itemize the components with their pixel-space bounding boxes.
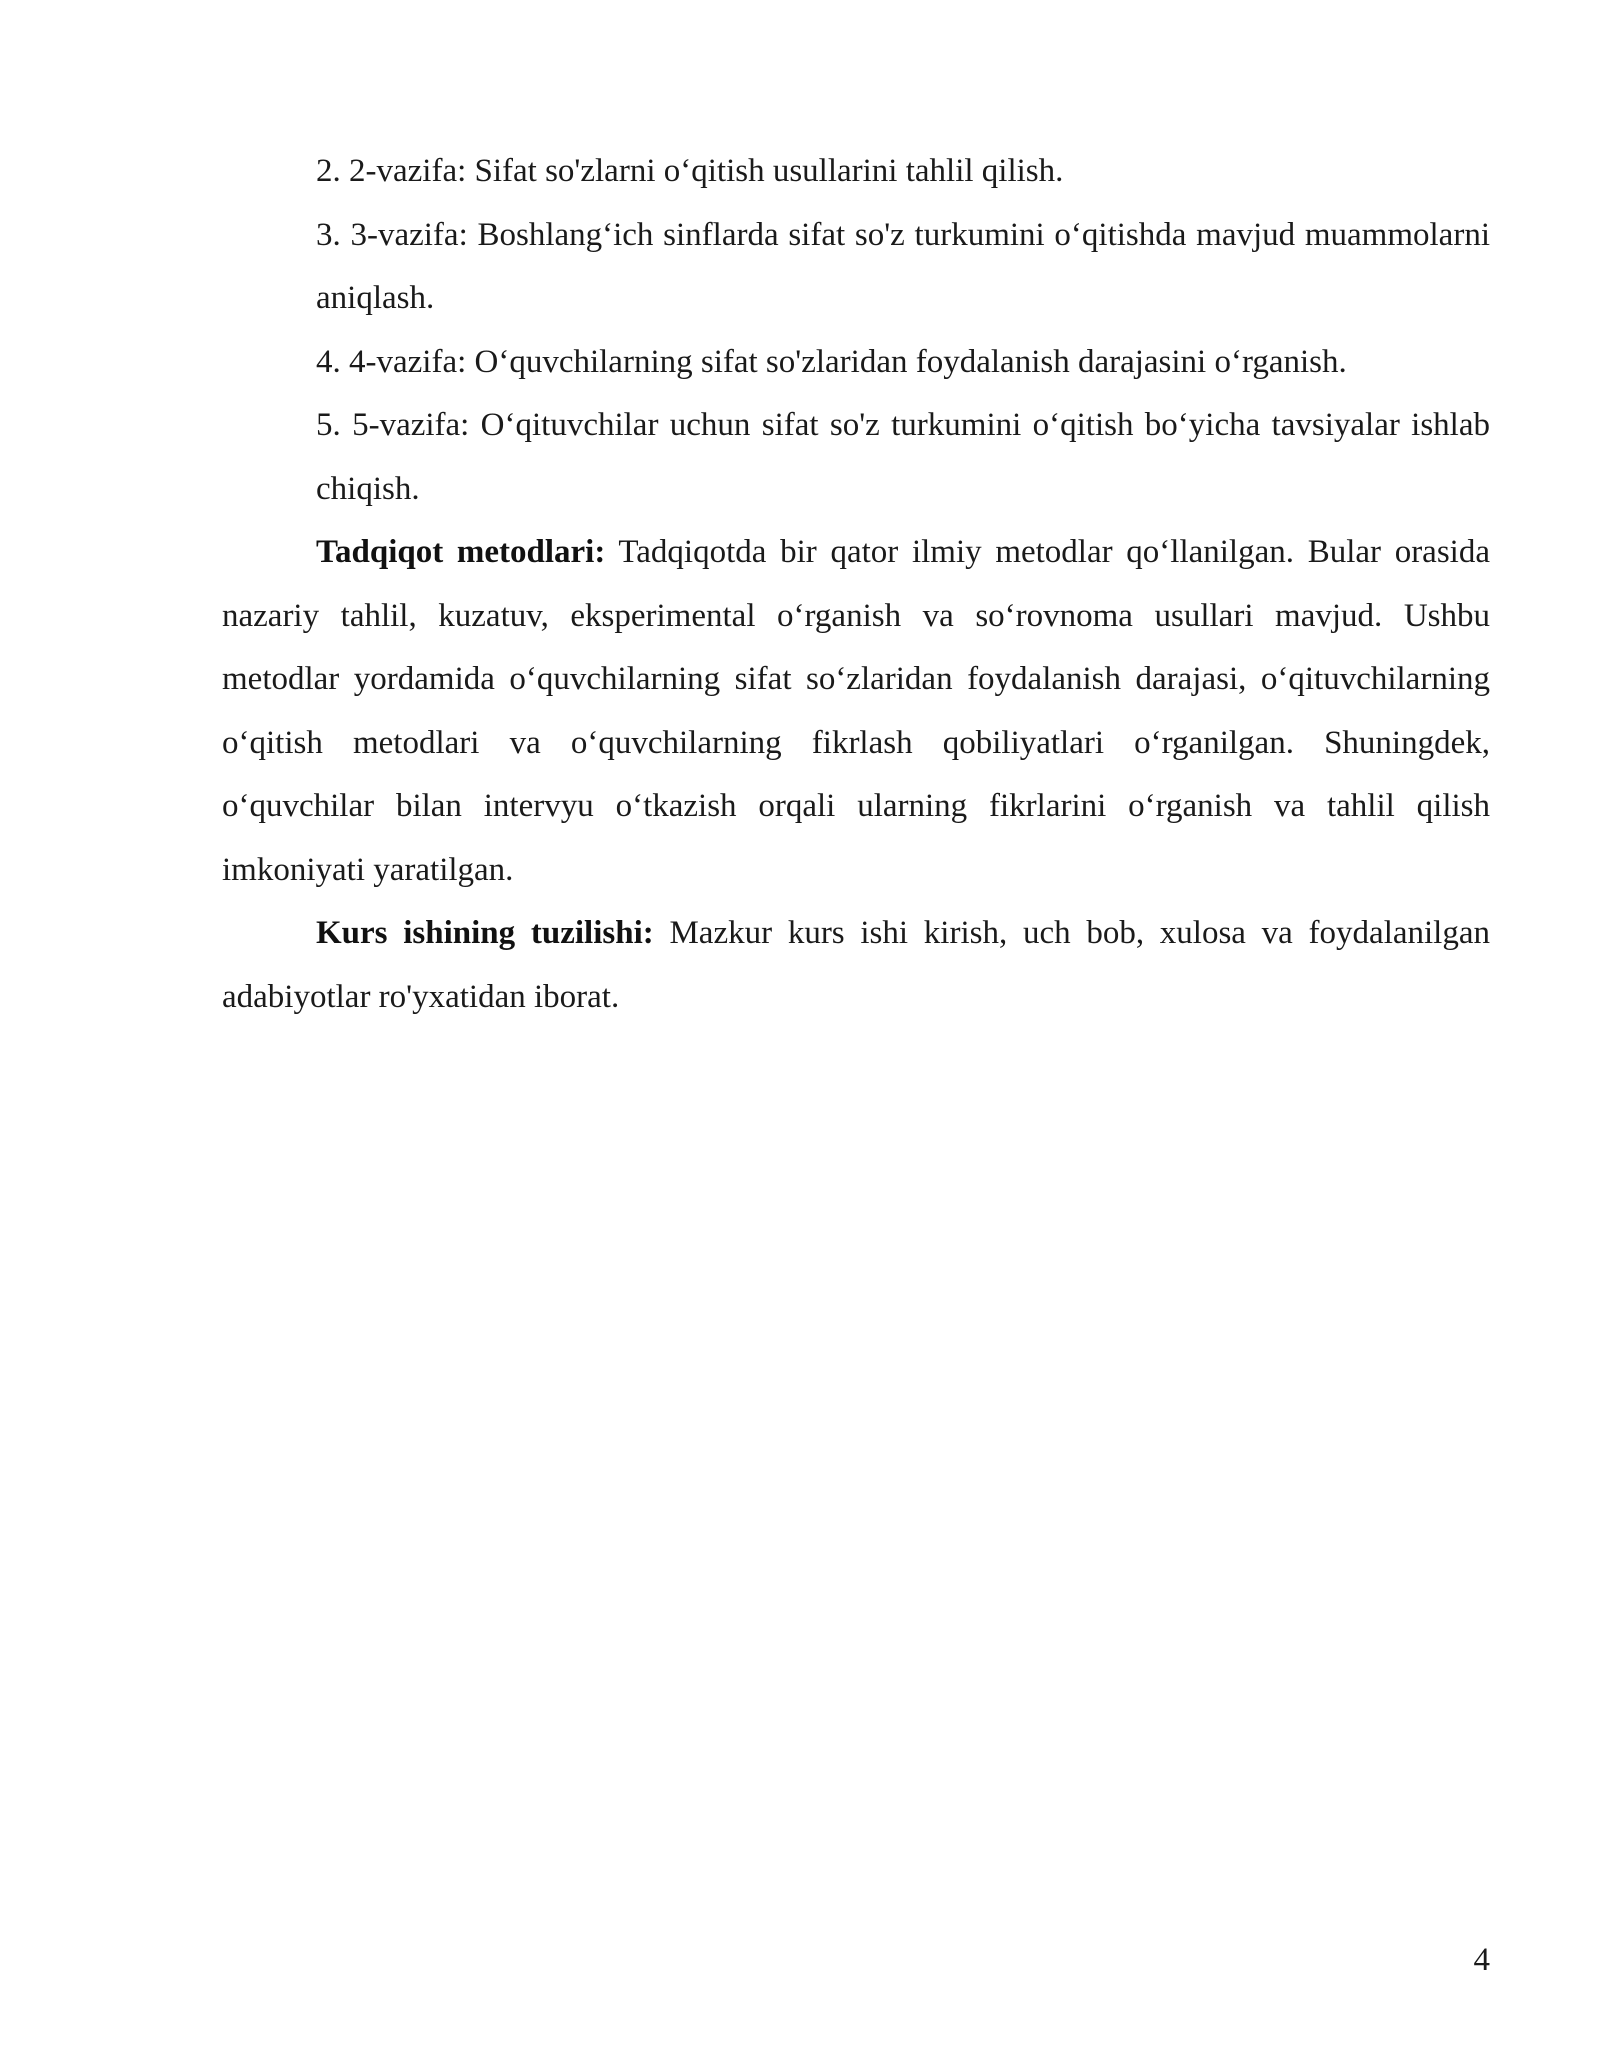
- methods-text: Tadqiqotda bir qator ilmiy metodlar qo‘llanilgan. Bular orasida nazariy tahlil, kuzatuv, eksperimental o‘rganish va so‘rovnoma usullari mavjud. Ushbu metodlar yordamida o‘quvchilarning sifat so‘zlaridan foydalanish darajasi, o‘qituvchilarning o‘qitish metodlari va o‘quvchilarning fikrlash qobiliyatlari o‘rganilgan. Shuningdek, o‘quvchilar bilan intervyu o‘tkazish orqali ularning fikrlarini o‘rganish va tahlil qilish imkoniyati yaratilgan.: [222, 534, 1490, 888]
- structure-paragraph: [222, 902, 1490, 1029]
- page-body: [222, 140, 1490, 1029]
- methods-paragraph: [222, 521, 1490, 902]
- methods-heading: Tadqiqot metodlari:: [316, 534, 606, 570]
- task-item-2: 2. 2-vazifa: Sifat so'zlarni o‘qitish usullarini tahlil qilish.: [316, 153, 1064, 189]
- task-item-4: 4. 4-vazifa: O‘quvchilarning sifat so'zlaridan foydalanish darajasini o‘rganish.: [316, 343, 1347, 380]
- task-item-3: 3. 3-vazifa: Boshlang‘ich sinflarda sifat so'z turkumini o‘qitishda mavjud muammolarni aniqlash.: [316, 216, 1490, 316]
- page-number: 4: [1473, 1942, 1490, 1978]
- structure-heading: Kurs ishining tuzilishi:: [316, 915, 654, 951]
- structure-text: Mazkur kurs ishi kirish, uch bob, xulosa va foydalanilgan adabiyotlar ro'yxatidan iborat.: [222, 915, 1490, 1015]
- task-item-5: 5. 5-vazifa: O‘qituvchilar uchun sifat so'z turkumini o‘qitish bo‘yicha tavsiyalar ishlab chiqish.: [316, 407, 1490, 507]
